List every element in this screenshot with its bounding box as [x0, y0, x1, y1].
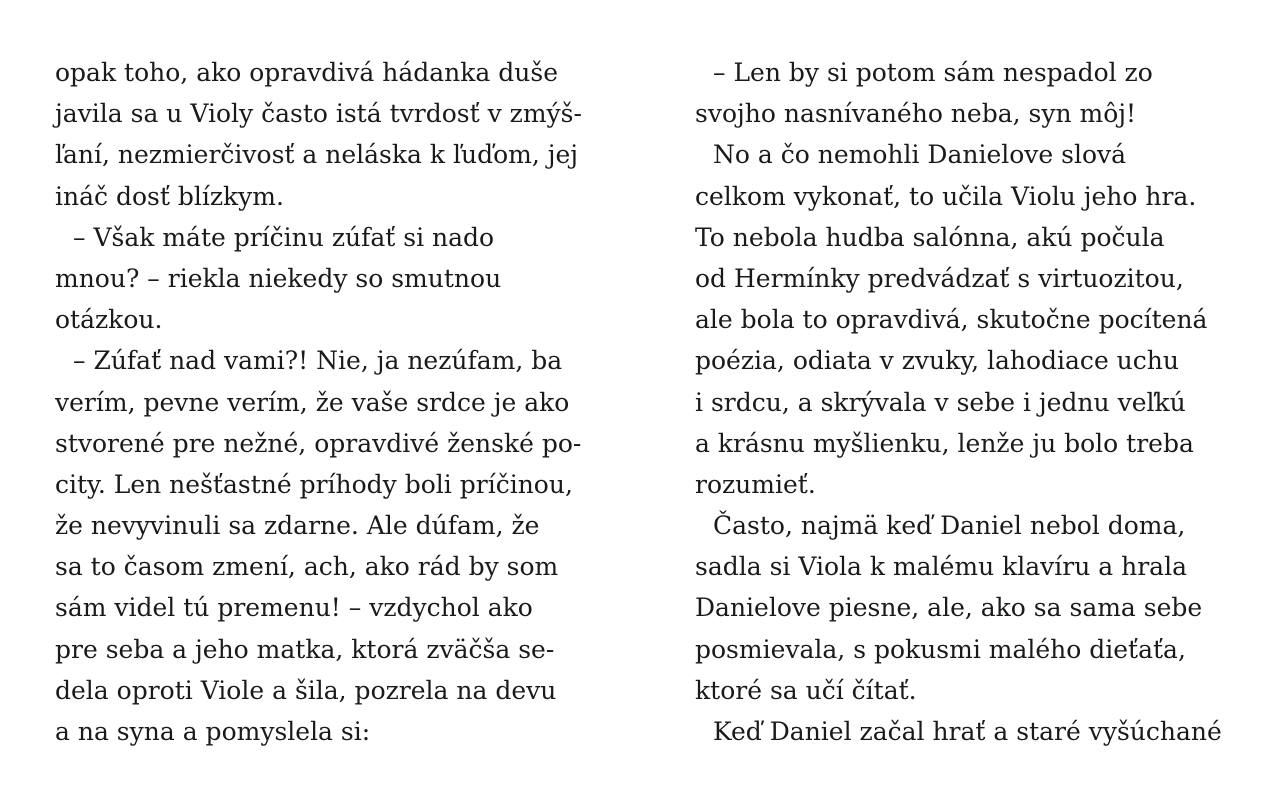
text-line: ľaní, nezmierčivosť a neláska k ľuďom, jej: [55, 140, 579, 170]
text-line: pre seba a jeho matka, ktorá zväčša se-: [55, 634, 555, 664]
text-line: celkom vykonať, to učila Violu jeho hra.: [695, 181, 1197, 211]
text-line: i srdcu, a skrývala v sebe i jednu veľkú: [695, 387, 1186, 417]
text-line: Často, najmä keď Daniel nebol doma,: [713, 511, 1186, 541]
text-line: posmievala, s pokusmi malého dieťaťa,: [695, 634, 1186, 664]
text-line: verím, pevne verím, že vaše srdce je ako: [55, 387, 570, 417]
text-line: že nevyvinuli sa zdarne. Ale dúfam, že: [55, 511, 540, 541]
text-line: opak toho, ako opravdivá hádanka duše: [55, 58, 559, 87]
text-line: sadla si Viola k malému klavíru a hrala: [695, 552, 1187, 582]
text-line: – Však máte príčinu zúfať si nado: [73, 222, 495, 252]
text-line: stvorené pre nežné, opravdivé ženské po-: [55, 428, 582, 458]
text-line: svojho nasnívaného neba, syn môj!: [695, 99, 1137, 129]
text-line: sám videl tú premenu! – vzdychol ako: [55, 593, 533, 623]
text-line: Keď Daniel začal hrať a staré vyšúchané: [713, 717, 1222, 746]
text-line: rozumieť.: [695, 469, 816, 499]
left-page-column: [55, 52, 595, 752]
text-line: ktoré sa učí čítať.: [695, 675, 917, 705]
text-line: od Hermínky predvádzať s virtuozitou,: [695, 263, 1184, 293]
text-line: ináč dosť blízkym.: [55, 181, 284, 211]
text-line: ale bola to opravdivá, skutočne pocítená: [695, 305, 1208, 335]
text-line: a na syna a pomyslela si:: [55, 717, 371, 746]
text-line: To nebola hudba salónna, akú počula: [695, 222, 1165, 252]
text-line: city. Len nešťastné príhody boli príčinou,: [55, 469, 573, 499]
text-line: mnou? – riekla niekedy so smutnou: [55, 263, 502, 293]
text-line: javila sa u Violy často istá tvrdosť v zmýš-: [55, 99, 582, 129]
text-line: – Len by si potom sám nespadol zo: [713, 58, 1153, 87]
text-line: – Zúfať nad vami?! Nie, ja nezúfam, ba: [73, 346, 563, 376]
text-line: a krásnu myšlienku, lenže ju bolo treba: [695, 428, 1194, 458]
text-line: dela oproti Viole a šila, pozrela na devu: [55, 675, 557, 705]
text-line: No a čo nemohli Danielove slová: [713, 140, 1127, 170]
text-line: sa to časom zmení, ach, ako rád by som: [55, 552, 559, 582]
text-line: otázkou.: [55, 305, 163, 335]
text-line: Danielove piesne, ale, ako sa sama sebe: [695, 593, 1203, 623]
text-line: poézia, odiata v zvuky, lahodiace uchu: [695, 346, 1179, 376]
right-page-column: [695, 52, 1235, 752]
